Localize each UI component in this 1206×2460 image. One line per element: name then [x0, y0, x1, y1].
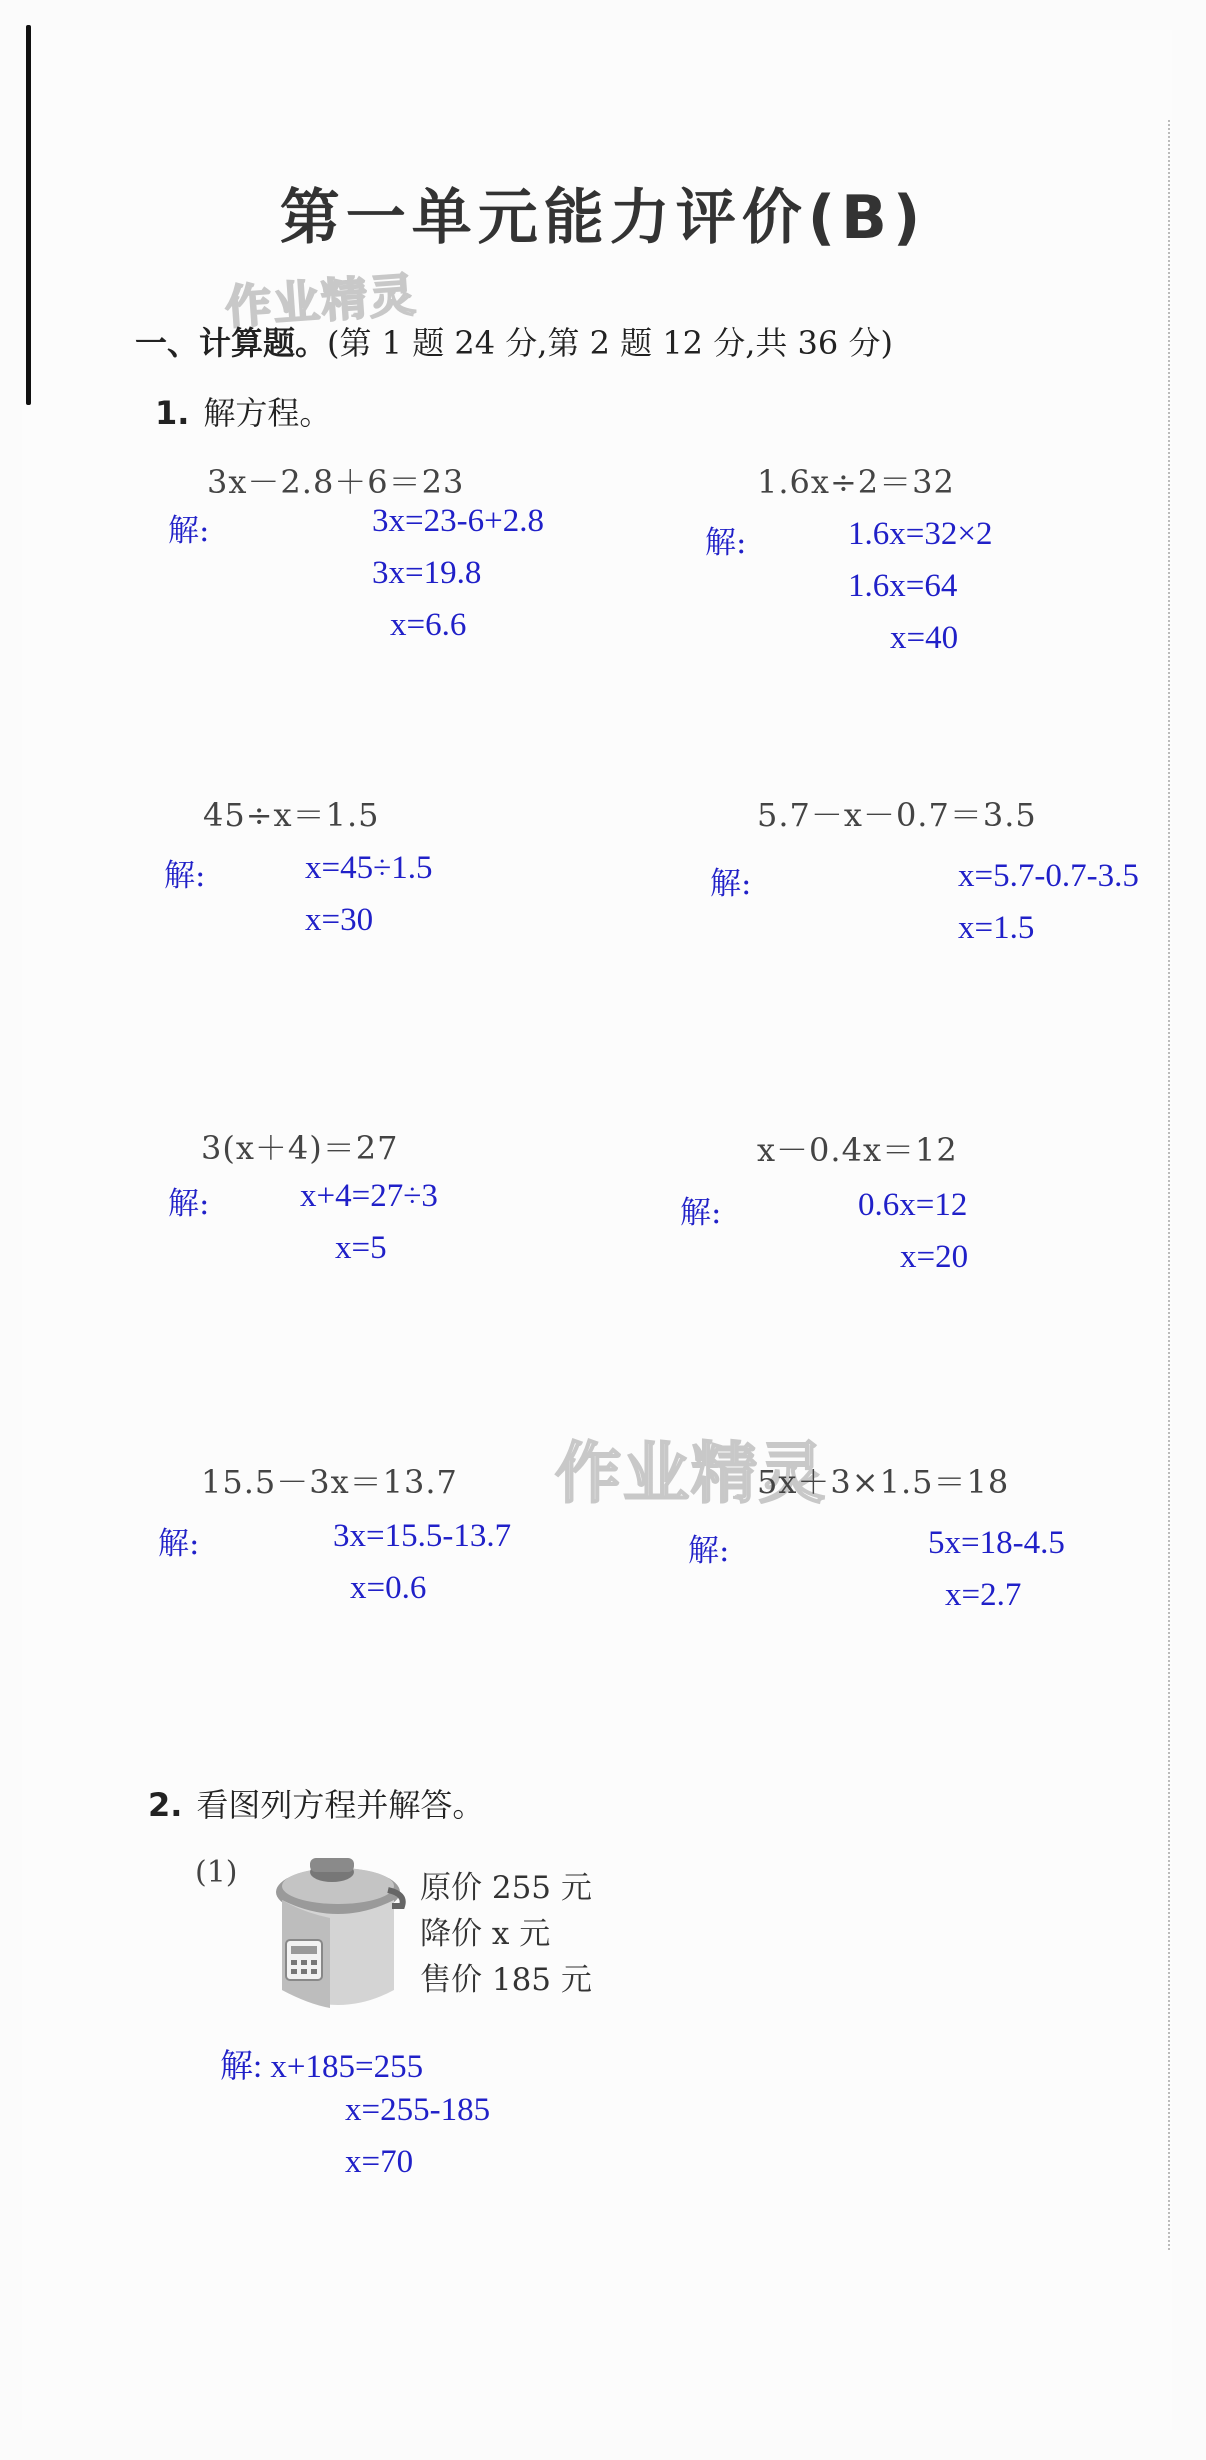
jie-label: 解: [164, 858, 206, 894]
page-title: 第一单元能力评价(B) [279, 183, 927, 253]
jie-label: 解: [168, 1186, 210, 1222]
solution-step: x=1.5 [958, 910, 1035, 946]
equation: 45÷x＝1.5 [203, 796, 380, 834]
solution-step: x=0.6 [350, 1570, 427, 1606]
answer-step: x=255-185 [345, 2092, 491, 2128]
jie-label: 解: [688, 1533, 730, 1569]
jie-label: 解: [158, 1526, 200, 1562]
question-number: 1. [155, 394, 190, 432]
question-prompt: 看图列方程并解答。 [196, 1786, 485, 1824]
solution-step: x=20 [900, 1239, 969, 1275]
solution-step: 5x=18-4.5 [928, 1525, 1065, 1561]
solution-step: x=45÷1.5 [305, 850, 433, 886]
discount-text: 降价 x 元 [420, 1916, 551, 1952]
jie-label: 解: [710, 866, 752, 902]
solution-step: 1.6x=32×2 [848, 516, 993, 552]
pressure-cooker-icon [268, 1850, 408, 2020]
original-price-text: 原价 255 元 [420, 1870, 592, 1906]
equation: 3x－2.8＋6＝23 [207, 463, 465, 501]
equation: x－0.4x＝12 [757, 1131, 958, 1169]
solution-step: 3x=15.5-13.7 [333, 1518, 512, 1554]
equation: 1.6x÷2＝32 [757, 463, 955, 501]
solution-step: 3x=19.8 [372, 555, 482, 591]
equation: 15.5－3x＝13.7 [201, 1463, 458, 1501]
answer-step: 解: x+185=255 [220, 2049, 424, 2085]
dotted-margin-line [1168, 120, 1170, 2250]
question-2-heading [148, 1780, 484, 1826]
sale-price-text: 售价 185 元 [420, 1962, 592, 1998]
section-name: 一、计算题。 [135, 324, 328, 362]
equation: 5x＋3×1.5＝18 [757, 1463, 1010, 1501]
jie-label: 解: [168, 513, 210, 549]
question-number: 2. [148, 1786, 183, 1824]
watermark: 作业精灵 [223, 267, 419, 335]
sub-question-label: (1) [195, 1855, 238, 1890]
solution-step: 0.6x=12 [858, 1187, 968, 1223]
equation: 3(x＋4)＝27 [201, 1129, 399, 1167]
solution-step: x=2.7 [945, 1577, 1022, 1613]
section-score-note: (第 1 题 24 分,第 2 题 12 分,共 36 分) [327, 324, 893, 362]
solution-step: x=5.7-0.7-3.5 [958, 858, 1139, 894]
jie-label: 解: [680, 1195, 722, 1231]
answer-step: x=70 [345, 2144, 414, 2180]
solution-step: 3x=23-6+2.8 [372, 503, 544, 539]
section-heading [135, 318, 893, 364]
solution-step: x=6.6 [390, 607, 467, 643]
solution-step: x=5 [335, 1230, 387, 1266]
question-1-heading [155, 388, 331, 434]
solution-step: x=30 [305, 902, 374, 938]
watermark: 作业精灵 [555, 1435, 827, 1512]
jie-label: 解: [705, 525, 747, 561]
solution-step: x=40 [890, 620, 959, 656]
equation: 5.7－x－0.7＝3.5 [757, 796, 1037, 834]
solution-step: 1.6x=64 [848, 568, 958, 604]
question-prompt: 解方程。 [203, 394, 332, 432]
solution-step: x+4=27÷3 [300, 1178, 438, 1214]
